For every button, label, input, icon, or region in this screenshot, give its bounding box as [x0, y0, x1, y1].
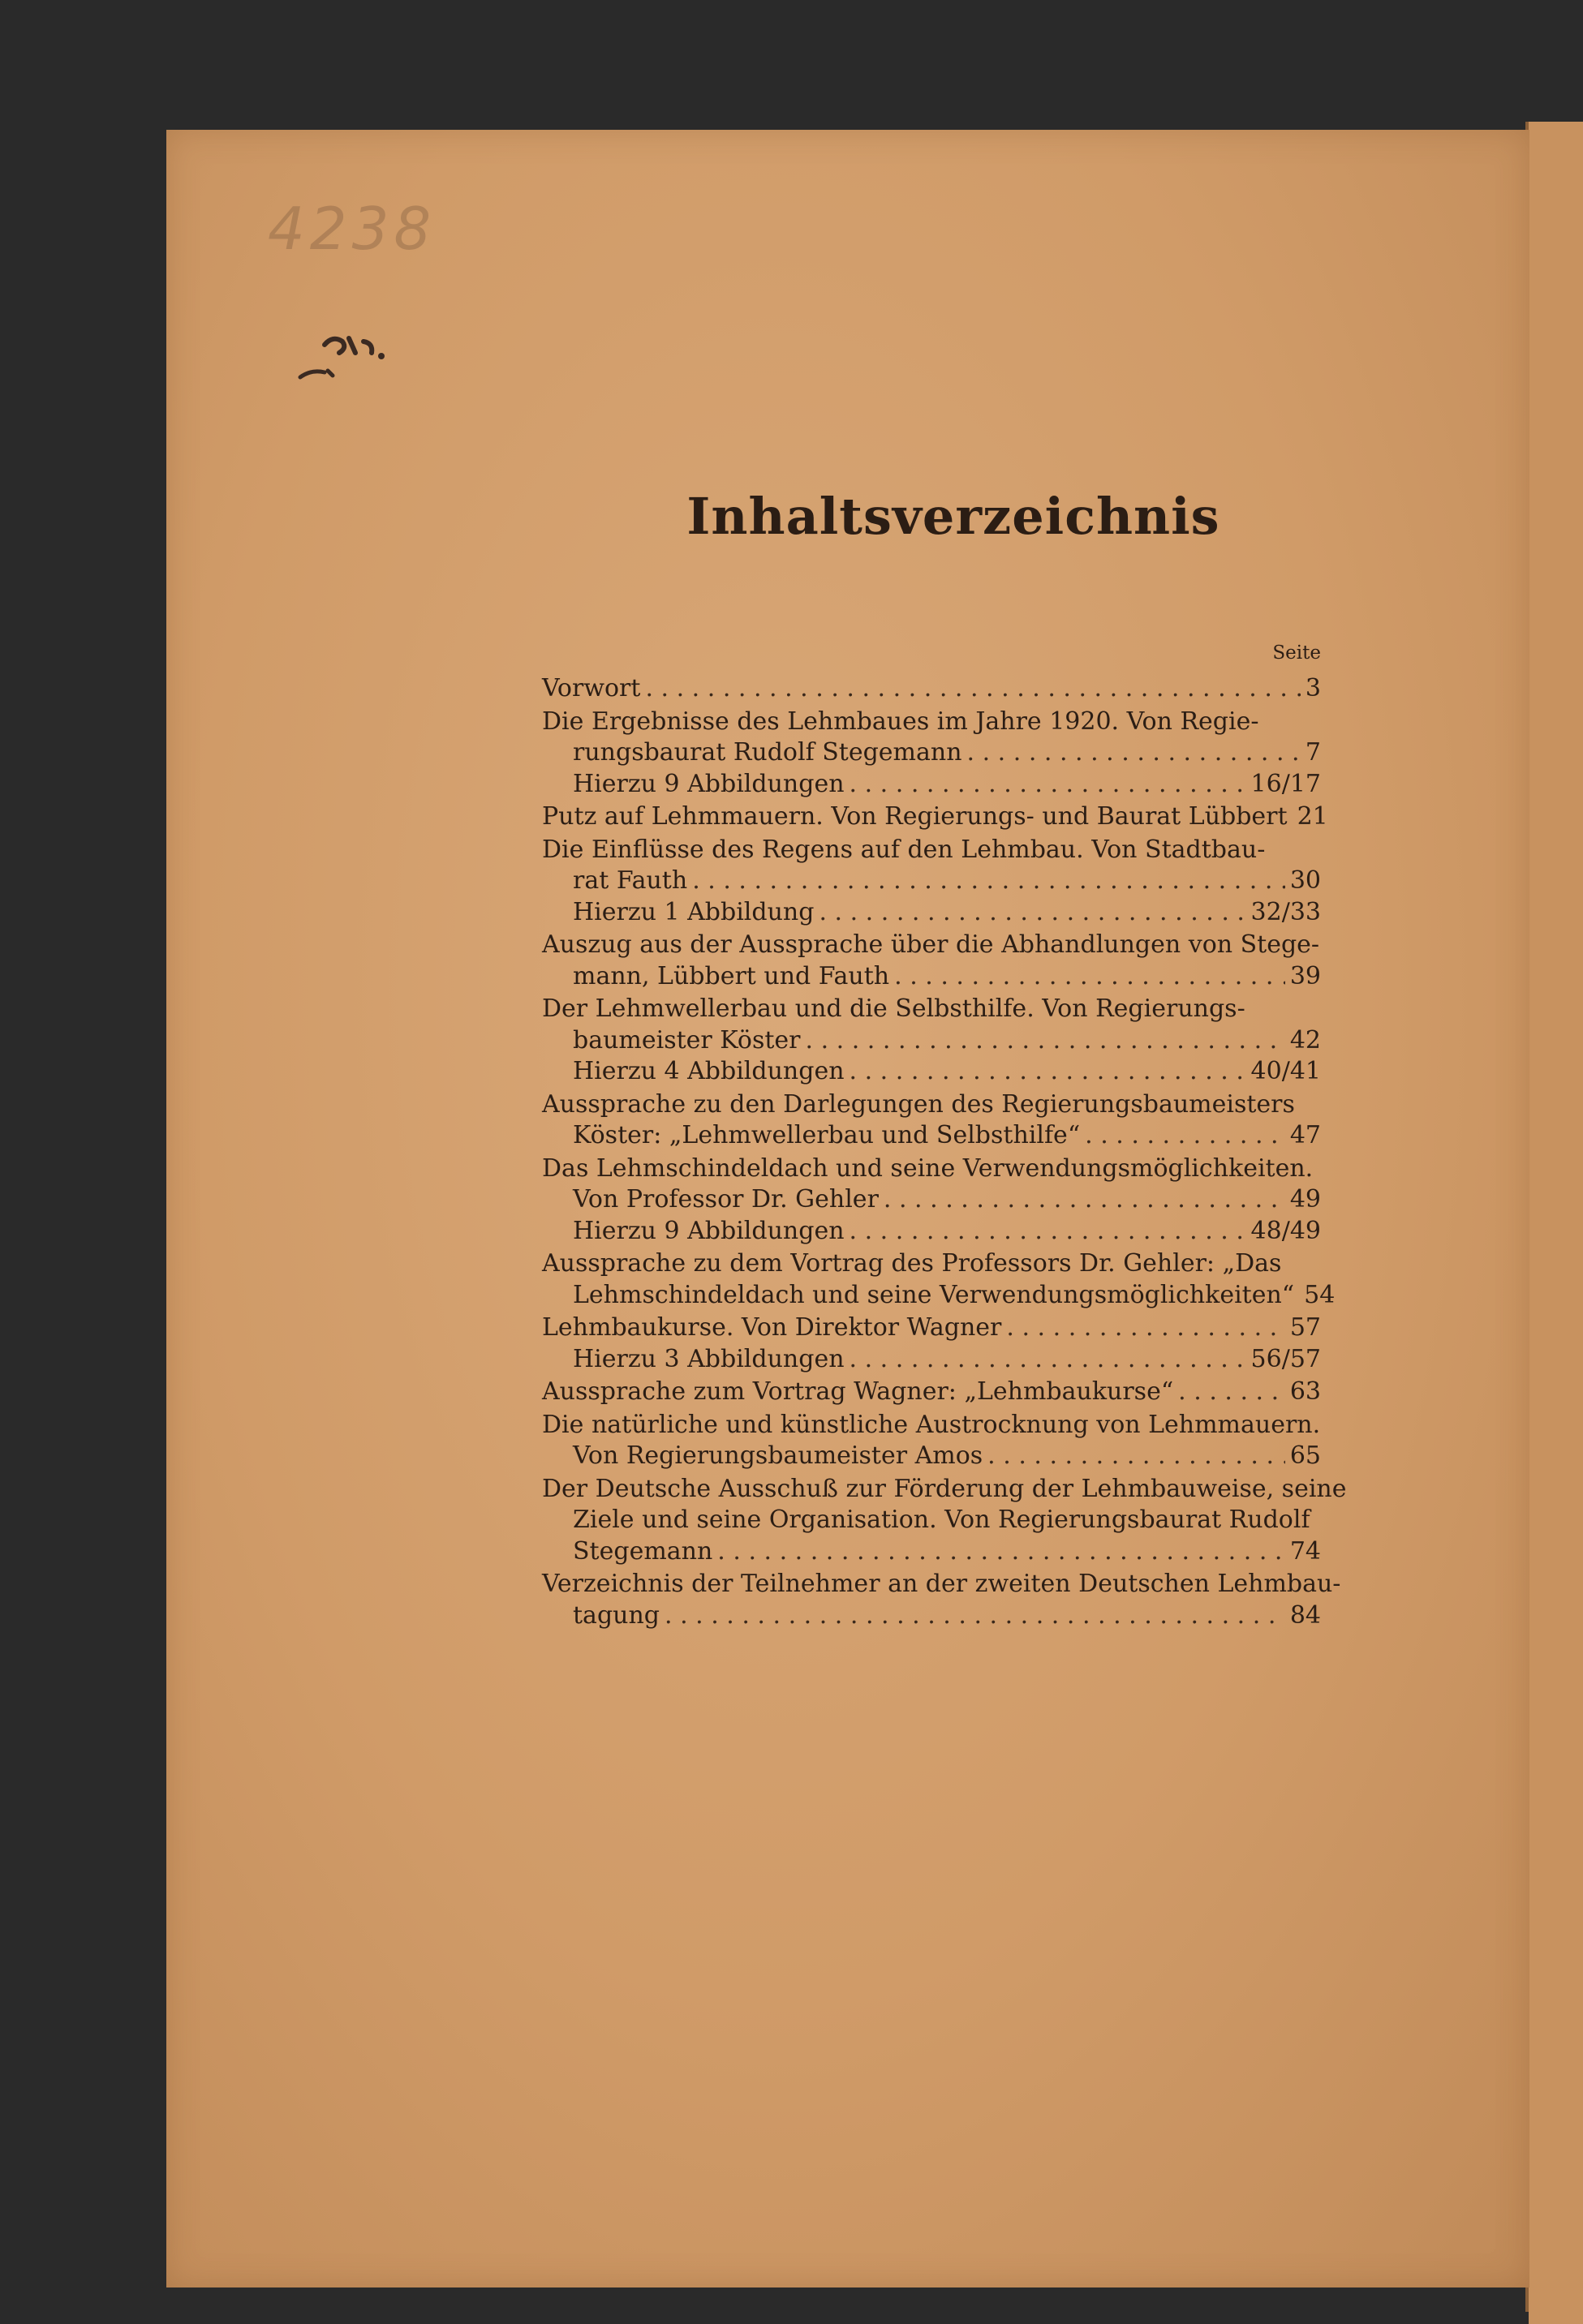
toc-entry-text: Von Professor Dr. Gehler	[573, 1185, 879, 1214]
toc-page-number: 21	[1297, 802, 1328, 831]
toc-page-number: 57	[1289, 1313, 1321, 1342]
toc-line	[542, 737, 1321, 769]
toc-entry-text: Aussprache zum Vortrag Wagner: „Lehmbaukurse“	[542, 1377, 1174, 1406]
toc-page-number: 7	[1305, 738, 1321, 767]
toc-entry-text: Aussprache zu den Darlegungen des Regierungsbaumeisters	[542, 1089, 1295, 1119]
toc-entries	[542, 673, 1347, 1631]
toc-entry-text: Putz auf Lehmmauern. Von Regierungs- und Baurat Lübbert	[542, 802, 1288, 831]
toc-entry-text: mann, Lübbert und Fauth	[573, 961, 890, 990]
toc-line	[542, 930, 1321, 961]
dot-leader	[1178, 1377, 1285, 1408]
ink-stamp-mark	[292, 320, 422, 393]
toc-entry-text: Die Ergebnisse des Lehmbaues im Jahre 1920. Von Regie-	[542, 707, 1259, 736]
toc-entry	[542, 801, 1328, 833]
dot-leader	[967, 737, 1301, 769]
toc-entry-text: Der Lehmwellerbau und die Selbsthilfe. Von Regierungs-	[542, 994, 1245, 1023]
toc-entry	[542, 930, 1321, 992]
toc-entry-text: Hierzu 9 Abbildungen	[573, 1216, 845, 1245]
toc-entry-text: Verzeichnis der Teilnehmer an der zweiten Deutschen Lehmbau-	[542, 1570, 1341, 1598]
toc-entry	[542, 1410, 1321, 1472]
dot-leader	[850, 1056, 1246, 1088]
toc-line	[542, 1569, 1341, 1600]
page-column-label: Seite	[1272, 642, 1321, 664]
toc-entry-text: Hierzu 1 Abbildung	[573, 897, 815, 926]
toc-page-number: 49	[1289, 1185, 1321, 1214]
toc-entry-text: Aussprache zu dem Vortrag des Professors Dr. Gehler: „Das	[542, 1249, 1282, 1278]
dot-leader	[819, 897, 1245, 929]
dot-leader	[850, 1344, 1246, 1376]
toc-entry-text: Das Lehmschindeldach und seine Verwendungsmöglichkeiten.	[542, 1153, 1314, 1183]
toc-line	[542, 1184, 1321, 1216]
toc-entry-text: baumeister Köster	[573, 1025, 801, 1055]
toc-entry-text: Der Deutsche Ausschuß zur Förderung der Lehmbauweise, seine	[542, 1474, 1347, 1503]
toc-line	[542, 1312, 1321, 1344]
toc-page-number: 42	[1289, 1025, 1321, 1055]
toc-line	[542, 1089, 1321, 1121]
dot-leader	[1006, 1312, 1284, 1344]
toc-entry-text: Die natürliche und künstliche Austrocknung von Lehmmauern.	[542, 1410, 1321, 1439]
toc-line	[542, 1248, 1321, 1280]
toc-entry	[542, 1312, 1321, 1375]
toc-line	[542, 801, 1328, 833]
toc-page-number: 30	[1289, 866, 1321, 895]
toc-line	[542, 1410, 1321, 1441]
pencil-note: 4238	[268, 195, 437, 263]
toc-page-number: 63	[1289, 1377, 1321, 1406]
toc-entry-text: rungsbaurat Rudolf Stegemann	[573, 738, 962, 767]
toc-line	[542, 1344, 1321, 1376]
toc-line	[542, 1280, 1336, 1312]
toc-page-number: 39	[1289, 961, 1321, 990]
toc-line	[542, 1441, 1321, 1472]
dot-leader	[987, 1441, 1285, 1472]
toc-entry-text: Stegemann	[573, 1536, 713, 1566]
page-title: Inhaltsverzeichnis	[686, 487, 1220, 546]
toc-page-number: 74	[1289, 1536, 1321, 1566]
toc-line	[542, 1216, 1321, 1248]
dot-leader	[645, 673, 1300, 705]
toc-line	[542, 866, 1321, 897]
toc-line	[542, 1120, 1321, 1152]
dot-leader	[894, 961, 1285, 993]
dot-leader	[850, 1216, 1246, 1248]
dot-leader	[717, 1536, 1285, 1568]
toc-entry	[542, 994, 1321, 1088]
dot-leader	[1085, 1120, 1285, 1152]
toc-line	[542, 769, 1321, 801]
toc-entry-text: Lehmbaukurse. Von Direktor Wagner	[542, 1313, 1002, 1342]
toc-entry	[542, 1089, 1321, 1152]
toc-line	[542, 897, 1321, 929]
toc-line	[542, 1153, 1321, 1185]
toc-line	[542, 835, 1321, 866]
toc-line	[542, 994, 1321, 1025]
toc-entry	[542, 1569, 1341, 1631]
toc-line	[542, 707, 1321, 738]
toc-entry-text: Lehmschindeldach und seine Verwendungsmöglichkeiten“	[573, 1280, 1295, 1309]
toc-entry-text: Vorwort	[542, 674, 641, 702]
toc-page-number: 47	[1289, 1121, 1321, 1149]
dot-leader	[692, 866, 1285, 897]
toc-line	[542, 1505, 1321, 1536]
toc-entry-text: tagung	[573, 1600, 660, 1630]
toc-page-number: 16/17	[1250, 769, 1321, 798]
dot-leader	[850, 769, 1246, 801]
toc-entry	[542, 1474, 1347, 1568]
toc-page-number: 40/41	[1250, 1057, 1321, 1085]
toc-line	[542, 1056, 1321, 1088]
toc-entry-text: Köster: „Lehmwellerbau und Selbsthilfe“	[573, 1121, 1081, 1149]
toc-line	[542, 1025, 1321, 1057]
toc-entry-text: Hierzu 9 Abbildungen	[573, 769, 845, 798]
toc-entry-text: Hierzu 4 Abbildungen	[573, 1057, 845, 1085]
table-of-contents	[542, 641, 1347, 1633]
toc-entry	[542, 1377, 1321, 1408]
toc-page-number: 32/33	[1250, 897, 1321, 926]
toc-page-number: 65	[1289, 1441, 1321, 1470]
toc-entry	[542, 835, 1321, 929]
toc-entry-text: Auszug aus der Aussprache über die Abhandlungen von Stege-	[542, 930, 1320, 959]
toc-entry	[542, 673, 1321, 705]
toc-line	[542, 1474, 1347, 1506]
toc-entry-text: Die Einflüsse des Regens auf den Lehmbau. Von Stadtbau-	[542, 835, 1266, 864]
toc-entry-text: Von Regierungsbaumeister Amos	[573, 1441, 983, 1470]
toc-line	[542, 673, 1321, 705]
toc-page-number: 3	[1305, 674, 1321, 702]
toc-line	[542, 1377, 1321, 1408]
toc-page-number: 84	[1289, 1600, 1321, 1630]
toc-entry	[542, 1153, 1321, 1248]
dot-leader	[806, 1025, 1285, 1057]
toc-line	[542, 1600, 1321, 1632]
toc-line	[542, 1536, 1321, 1568]
toc-line	[542, 961, 1321, 993]
dot-leader	[884, 1184, 1285, 1216]
toc-entry	[542, 707, 1321, 801]
toc-entry-text: rat Fauth	[573, 866, 688, 895]
toc-entry-text: Ziele und seine Organisation. Von Regierungsbaurat Rudolf	[573, 1506, 1310, 1534]
dot-leader	[665, 1600, 1285, 1632]
toc-page-number: 56/57	[1250, 1344, 1321, 1373]
toc-page-number: 48/49	[1250, 1216, 1321, 1245]
toc-entry-text: Hierzu 3 Abbildungen	[573, 1344, 845, 1373]
toc-entry	[542, 1248, 1336, 1311]
toc-page-number: 54	[1304, 1280, 1336, 1309]
adjacent-page-edge	[1529, 122, 1583, 2324]
